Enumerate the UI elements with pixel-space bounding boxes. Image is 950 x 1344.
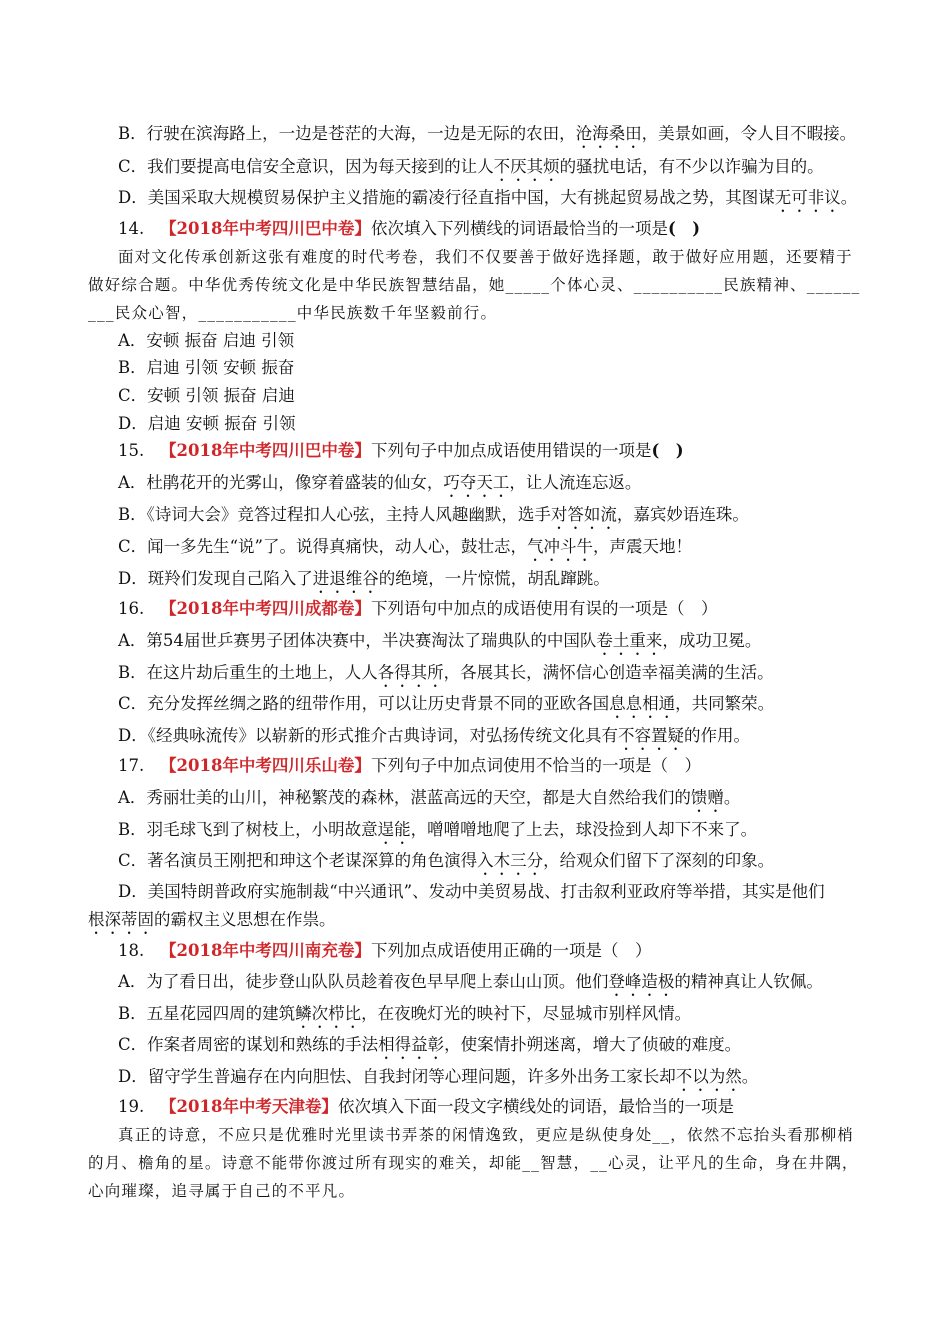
q16-source: 【2018年中考四川成都卷】 (160, 599, 371, 618)
q15-option-d: D．斑羚们发现自己陷入了进退维谷的绝境，一片惊慌，胡乱蹿跳。 (118, 569, 610, 588)
q13-option-b: B．行驶在滨海路上，一边是苍茫的大海，一边是无际的农田，沧海桑田，美景如画，令人目不暇接。 (118, 124, 857, 143)
q19-passage-line-1: 真正的诗意，不应只是优雅时光里读书弄茶的闲情逸致，更应是纵使身处__，依然不忘抬头看那柳梢 (118, 1126, 855, 1144)
q14-passage-line-2: 做好综合题。中华优秀传统文化是中华民族智慧结晶，她_____个体心灵、__________民族精神、______ (88, 276, 861, 294)
q18-option-b: B．五星花园四周的建筑鳞次栉比，在夜晚灯光的映衬下，尽显城市别样风情。 (118, 1004, 692, 1023)
emphasized-idiom: 鳞次栉比 (295, 1004, 362, 1023)
q16-option-b: B．在这片劫后重生的土地上，人人各得其所，各展其长，满怀信心创造幸福美满的生活。 (118, 663, 774, 682)
q14-source: 【2018年中考四川巴中卷】 (160, 219, 371, 238)
q17-heading: 17. 【2018年中考四川乐山卷】下列句子中加点词使用不恰当的一项是（ ） (118, 756, 701, 775)
emphasized-idiom: 气冲斗牛 (527, 537, 593, 556)
emphasized-idiom: 息息相通 (609, 694, 676, 713)
q14-passage-line-3: ___民众心智，___________中华民族数千年坚毅前行。 (88, 304, 498, 322)
q15-option-b: B．《诗词大会》竞答过程扣人心弦，主持人风趣幽默，选手对答如流，嘉宾妙语连珠。 (118, 505, 749, 524)
q19-passage-line-3: 心向璀璨，追寻属于自己的不平凡。 (88, 1182, 356, 1200)
q18-option-a: A．为了看日出，徒步登山队队员趁着夜色早早爬上泰山山顶。他们登峰造极的精神真让人钦佩。 (118, 972, 823, 991)
q16-option-d: D．《经典咏流传》以崭新的形式推介古典诗词，对弘扬传统文化具有不容置疑的作用。 (118, 726, 750, 745)
q14-option-d: D．启迪 安顿 振奋 引领 (118, 414, 296, 433)
emphasized-idiom: 各得其所 (377, 663, 444, 682)
emphasized-idiom: 卷土重来 (596, 631, 663, 650)
emphasized-word: 馈赠 (690, 788, 724, 807)
q16-option-a: A．第54届世乒赛男子团体决赛中，半决赛淘汰了瑞典队的中国队卷土重来，成功卫冕。 (118, 631, 762, 650)
emphasized-idiom: 不厌其烦 (493, 157, 560, 176)
q17-option-d-line-2: 根深蒂固的霸权主义思想在作祟。 (88, 910, 336, 929)
q19-passage-line-2: 的月、檐角的星。诗意不能带你渡过所有现实的难关，却能__智慧，__心灵，让平凡的生命，身在井隅， (88, 1154, 859, 1172)
q14-passage-line-1: 面对文化传承创新这张有难度的时代考卷，我们不仅要善于做好选择题，敢于做好应用题，还要精于 (118, 248, 853, 266)
emphasized-idiom: 登峰造极 (608, 972, 675, 991)
emphasized-idiom: 不以为然 (675, 1067, 742, 1086)
q15-heading: 15. 【2018年中考四川巴中卷】下列句子中加点成语使用错误的一项是( ) (118, 441, 684, 460)
q18-option-d: D．留守学生普遍存在内向胆怯、自我封闭等心理问题，许多外出务工家长却不以为然。 (118, 1067, 759, 1086)
emphasized-idiom: 无可非议 (774, 188, 841, 207)
q17-option-b: B．羽毛球飞到了树枝上，小明故意逞能，噌噌噌地爬了上去，球没捡到人却下不来了。 (118, 820, 758, 839)
q18-source: 【2018年中考四川南充卷】 (160, 941, 371, 960)
q16-option-c: C．充分发挥丝绸之路的纽带作用，可以让历史背景不同的亚欧各国息息相通，共同繁荣。 (118, 694, 775, 713)
q13-option-d: D．美国采取大规模贸易保护主义措施的霸凌行径直指中国，大有挑起贸易战之势，其图谋无可非议。 (118, 188, 858, 207)
emphasized-idiom: 不容置疑 (617, 726, 684, 745)
q17-source: 【2018年中考四川乐山卷】 (160, 756, 371, 775)
emphasized-word: 入木三分 (477, 851, 544, 870)
q14-heading: 14. 【2018年中考四川巴中卷】依次填入下列横线的词语最恰当的一项是( ) (118, 219, 701, 238)
emphasized-word: 逞能 (377, 820, 411, 839)
q17-option-c: C．著名演员王刚把和珅这个老谋深算的角色演得入木三分，给观众们留下了深刻的印象。 (118, 851, 775, 870)
emphasized-idiom: 巧夺天工 (443, 473, 510, 492)
emphasized-idiom: 相得益彰 (378, 1035, 445, 1054)
q17-option-d-line-1: D．美国特朗普政府实施制裁“中兴通讯”、发动中美贸易战、打击叙利亚政府等举措，其实是他们 (118, 882, 825, 901)
q15-source: 【2018年中考四川巴中卷】 (160, 441, 371, 460)
q14-option-b: B．启迪 引领 安顿 振奋 (118, 358, 295, 377)
q19-source: 【2018年中考天津卷】 (160, 1097, 338, 1116)
emphasized-idiom: 沧海桑田 (575, 124, 642, 143)
q16-heading: 16. 【2018年中考四川成都卷】下列语句中加点的成语使用有误的一项是（ ） (118, 599, 718, 618)
q18-heading: 18. 【2018年中考四川南充卷】下列加点成语使用正确的一项是（ ） (118, 941, 652, 960)
q17-option-a: A．秀丽壮美的山川，神秘繁茂的森林，湛蓝高远的天空，都是大自然给我们的馈赠。 (118, 788, 741, 807)
q13-option-c: C．我们要提高电信安全意识，因为每天接到的让人不厌其烦的骚扰电话，有不少以诈骗为目的。 (118, 157, 824, 176)
emphasized-idiom: 进退维谷 (312, 569, 379, 588)
q18-option-c: C．作案者周密的谋划和熟练的手法相得益彰，使案情扑朔迷离，增大了侦破的难度。 (118, 1035, 742, 1054)
q14-option-a: A．安顿 振奋 启迪 引领 (118, 331, 295, 350)
q19-heading: 19. 【2018年中考天津卷】依次填入下面一段文字横线处的词语，最恰当的一项是 (118, 1097, 734, 1116)
emphasized-word: 根深蒂固 (88, 910, 154, 929)
q15-option-a: A．杜鹃花开的光雾山，像穿着盛装的仙女，巧夺天工，让人流连忘返。 (118, 473, 642, 492)
emphasized-idiom: 对答如流 (550, 505, 617, 524)
q14-option-c: C．安顿 引领 振奋 启迪 (118, 386, 295, 405)
q15-option-c: C．闻一多先生“说”了。说得真痛快，动人心，鼓壮志，气冲斗牛，声震天地！ (118, 537, 692, 556)
